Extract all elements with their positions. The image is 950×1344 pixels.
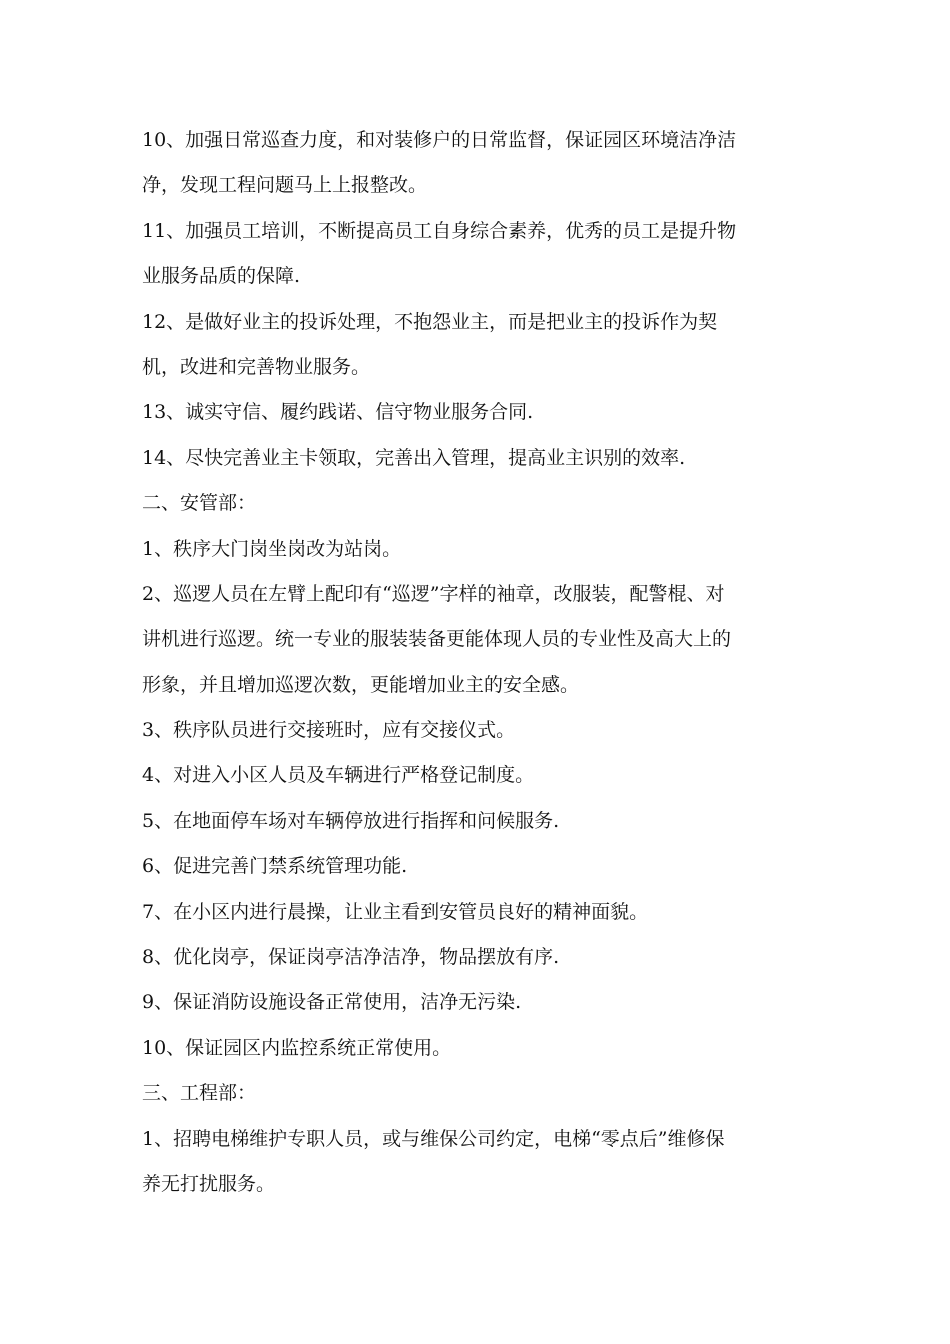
text-line: 业服务品质的保障. bbox=[142, 265, 301, 288]
text-line: 净，发现工程问题马上上报整改。 bbox=[142, 174, 428, 197]
text-line: 2、巡逻人员在左臂上配印有“巡逻”字样的袖章，改服装，配警棍、对 bbox=[142, 582, 725, 605]
text-line: 4、对进入小区人员及车辆进行严格登记制度。 bbox=[142, 764, 535, 787]
text-line: 10、保证园区内监控系统正常使用。 bbox=[142, 1036, 452, 1059]
text-line: 讲机进行巡逻。统一专业的服装装备更能体现人员的专业性及高大上的 bbox=[142, 628, 732, 651]
text-line: 6、促进完善门禁系统管理功能. bbox=[142, 855, 408, 878]
text-line: 8、优化岗亭，保证岗亭洁净洁净，物品摆放有序. bbox=[142, 946, 560, 969]
text-line: 1、秩序大门岗坐岗改为站岗。 bbox=[142, 537, 402, 560]
text-line: 7、在小区内进行晨操，让业主看到安管员良好的精神面貌。 bbox=[142, 900, 649, 923]
text-line: 5、在地面停车场对车辆停放进行指挥和问候服务. bbox=[142, 809, 560, 832]
text-line: 13、诚实守信、履约践诺、信守物业服务合同. bbox=[142, 401, 534, 424]
text-line: 10、加强日常巡查力度，和对装修户的日常监督，保证园区环境洁净洁 bbox=[142, 129, 737, 151]
text-line: 14、尽快完善业主卡领取，完善出入管理，提高业主识别的效率. bbox=[142, 446, 686, 469]
text-line: 1、招聘电梯维护专职人员，或与维保公司约定，电梯“零点后”维修保 bbox=[142, 1127, 725, 1150]
text-line: 形象，并且增加巡逻次数，更能增加业主的安全感。 bbox=[142, 673, 580, 696]
text-line: 11、加强员工培训，不断提高员工自身综合素养，优秀的员工是提升物 bbox=[142, 219, 737, 242]
text-line: 机，改进和完善物业服务。 bbox=[142, 355, 371, 378]
document-body bbox=[142, 118, 822, 1207]
section-heading: 二、安管部： bbox=[142, 492, 257, 515]
section-heading: 三、工程部： bbox=[142, 1082, 257, 1105]
text-line: 9、保证消防设施设备正常使用，洁净无污染. bbox=[142, 991, 522, 1014]
text-line: 3、秩序队员进行交接班时，应有交接仪式。 bbox=[142, 719, 516, 742]
text-line: 12、是做好业主的投诉处理，不抱怨业主，而是把业主的投诉作为契 bbox=[142, 310, 718, 333]
text-line: 养无打扰服务。 bbox=[142, 1172, 276, 1195]
